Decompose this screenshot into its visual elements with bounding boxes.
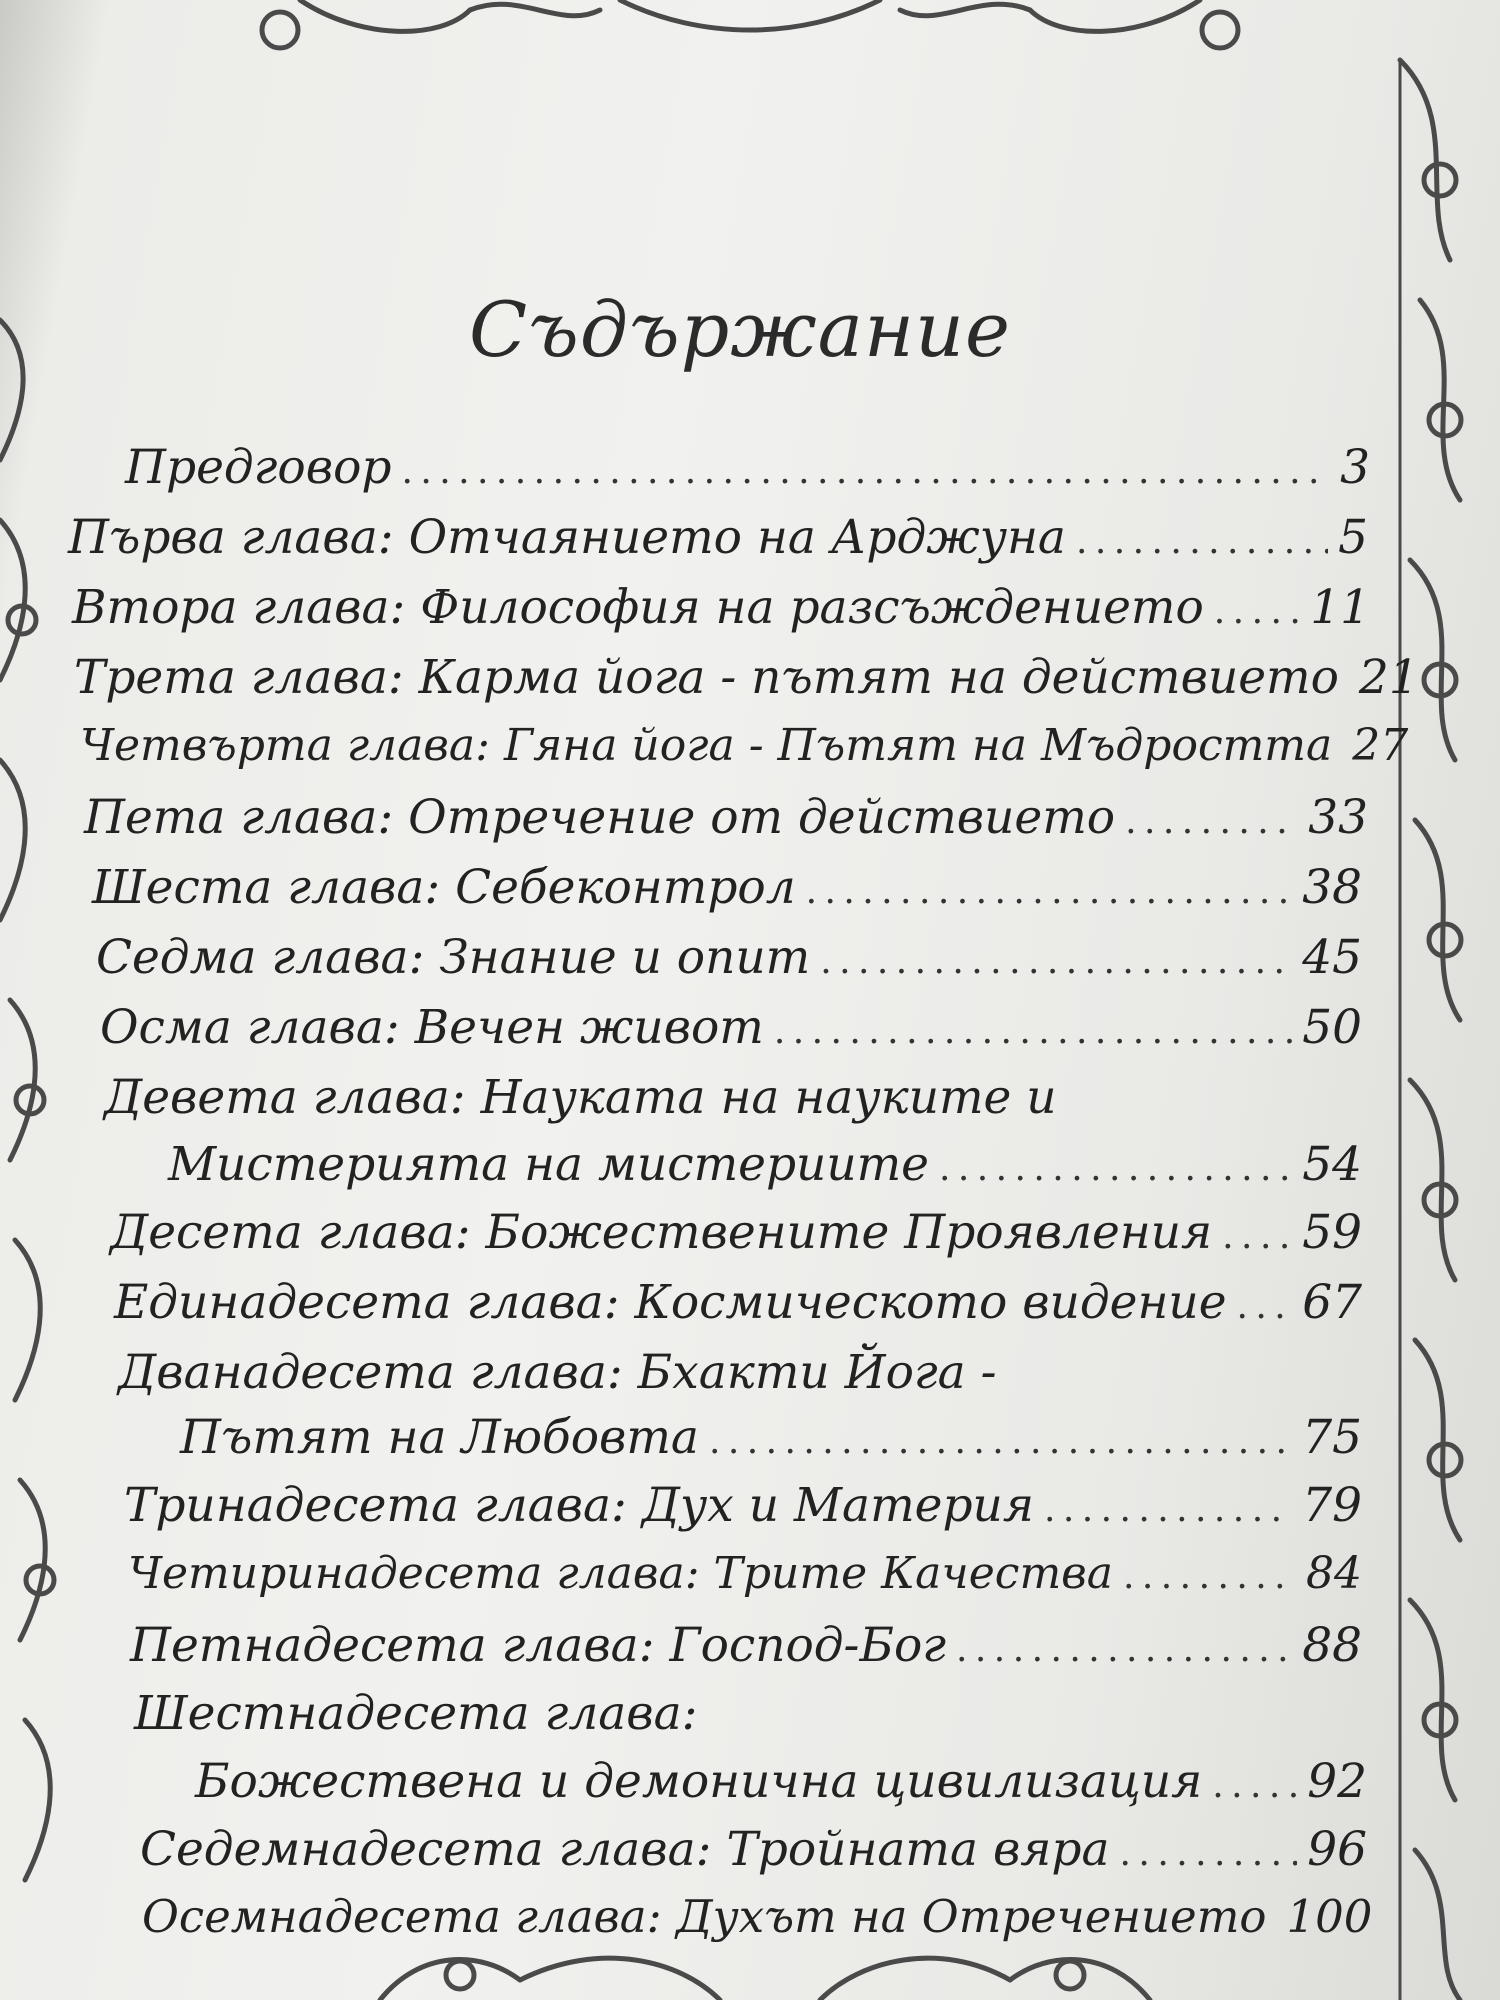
toc-entry-title: Четвърта глава: Гяна йога - Пътят на Мъдростта <box>80 720 1333 771</box>
dot-leader <box>1123 1556 1296 1597</box>
toc-entry-page: 50 <box>1302 1000 1362 1055</box>
toc-entry <box>72 580 1370 635</box>
toc-entry-title: Осма глава: Вечен живот <box>100 1000 764 1055</box>
dot-leader <box>1237 1286 1293 1327</box>
dot-leader <box>939 1148 1292 1189</box>
toc-entry-title: Мистерията на мистериите <box>168 1137 929 1192</box>
dot-leader <box>1120 1833 1298 1874</box>
toc-entry-page: 21 <box>1358 650 1419 705</box>
toc-entry-title-line1: Шестнадесета глава: <box>134 1686 698 1741</box>
toc-entry <box>114 1275 1362 1330</box>
toc-entry-page: 33 <box>1308 790 1368 845</box>
toc-entry-title-line1: Девета глава: Науката на науките и <box>104 1070 1057 1125</box>
dot-leader <box>1076 521 1328 562</box>
toc-entry-page: 100 <box>1286 1890 1373 1943</box>
dot-leader <box>806 871 1293 912</box>
toc-entry-page: 45 <box>1302 930 1362 985</box>
toc-entry <box>84 790 1368 845</box>
toc-entry-page: 27 <box>1352 720 1409 771</box>
toc-entry <box>100 1000 1362 1055</box>
toc-entry-page: 79 <box>1302 1478 1362 1533</box>
toc-entry-page: 84 <box>1306 1548 1362 1599</box>
toc-entry <box>96 930 1362 985</box>
toc-entry <box>142 1890 1372 1943</box>
toc-entry <box>68 510 1368 565</box>
toc-entry-title: Единадесета глава: Космическото видение <box>114 1275 1227 1330</box>
dot-leader <box>1125 801 1298 842</box>
dot-leader <box>1214 591 1300 632</box>
dot-leader <box>820 941 1292 982</box>
dot-leader <box>1044 1489 1292 1530</box>
toc-entry <box>168 1137 1362 1192</box>
toc-entry-title: Трета глава: Карма йога - пътят на действието <box>74 650 1339 705</box>
toc-entry <box>74 650 1419 705</box>
toc-entry-title: Седма глава: Знание и опит <box>96 930 811 985</box>
toc-entry-title: Втора глава: Философия на разсъждението <box>72 580 1204 635</box>
dot-leader <box>774 1011 1292 1052</box>
dot-leader <box>401 451 1330 492</box>
toc-entry-title: Седемнадесета глава: Тройната вяра <box>140 1822 1110 1877</box>
toc-entry <box>92 860 1362 915</box>
toc-entry-page: 75 <box>1302 1410 1362 1465</box>
toc-entry-page: 92 <box>1307 1754 1367 1809</box>
toc-entry-title: Десета глава: Божествените Проявления <box>110 1205 1213 1260</box>
toc-entry <box>128 1548 1362 1599</box>
toc-entry <box>180 1410 1362 1465</box>
toc-entry <box>80 720 1409 771</box>
dot-leader <box>1212 1765 1297 1806</box>
dot-leader <box>956 1629 1292 1670</box>
toc-entry-page: 5 <box>1338 510 1368 565</box>
dot-leader <box>1222 1216 1292 1257</box>
toc-entry-title: Първа глава: Отчаянието на Арджуна <box>68 510 1066 565</box>
toc-entry-title-line1: Дванадесета глава: Бхакти Йога - <box>118 1345 997 1400</box>
toc-entry-page: 11 <box>1310 580 1370 635</box>
toc-entry-title: Тринадесета глава: Дух и Материя <box>124 1478 1034 1533</box>
toc-entry <box>124 1478 1362 1533</box>
toc-entry <box>110 1205 1362 1260</box>
toc-entry <box>125 440 1370 495</box>
page-title: Съдържание <box>469 285 1011 374</box>
toc-entry-title: Предговор <box>125 440 392 495</box>
toc-entry-title: Четиринадесета глава: Трите Качества <box>128 1548 1114 1599</box>
toc-entry <box>130 1618 1362 1673</box>
toc-entry-page: 3 <box>1340 440 1370 495</box>
toc-entry-page: 38 <box>1302 860 1362 915</box>
toc-entry-title: Осемнадесета глава: Духът на Отречението <box>142 1890 1267 1943</box>
toc-entry-title: Божествена и демонична цивилизация <box>195 1754 1203 1809</box>
toc-entry-title: Пета глава: Отречение от действието <box>84 790 1116 845</box>
dot-leader <box>709 1421 1292 1462</box>
toc-entry-page: 59 <box>1302 1205 1362 1260</box>
toc-entry-page: 88 <box>1302 1618 1362 1673</box>
toc-entry-page: 67 <box>1302 1275 1362 1330</box>
toc-entry-page: 96 <box>1307 1822 1367 1877</box>
toc-entry <box>140 1822 1367 1877</box>
toc-entry <box>195 1754 1367 1809</box>
toc-entry-page: 54 <box>1302 1137 1362 1192</box>
toc-entry-title: Шеста глава: Себеконтрол <box>92 860 796 915</box>
toc-entry-title: Пътят на Любовта <box>180 1410 699 1465</box>
toc-entry-title: Петнадесета глава: Господ-Бог <box>130 1618 947 1673</box>
